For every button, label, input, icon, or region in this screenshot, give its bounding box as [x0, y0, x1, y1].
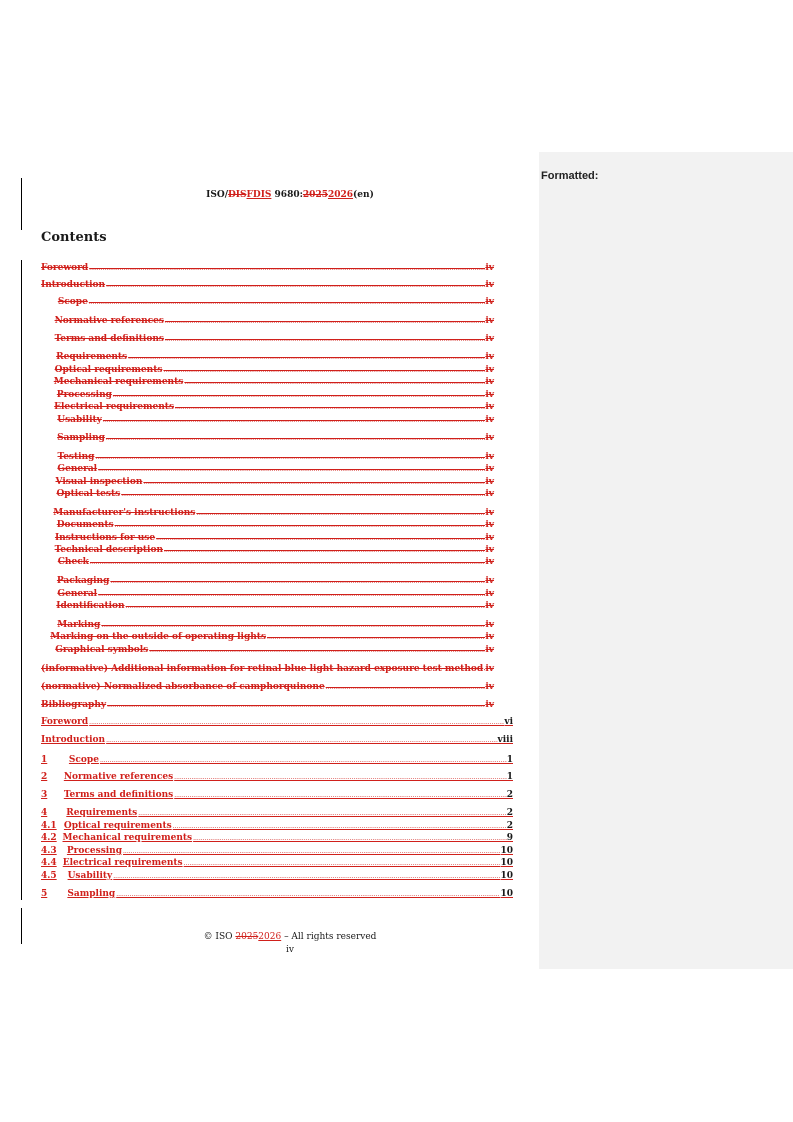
toc-entry-label: Electrical requirements [62, 858, 183, 868]
comment-pane [539, 152, 793, 969]
toc-entry-label: Mechanical requirements [53, 377, 184, 387]
toc-leader-dots [100, 620, 485, 631]
toc-entry-label: Terms and definitions [54, 334, 164, 344]
toc-entry-label: Usability [57, 415, 102, 425]
toc-entry-number: 4.4 [41, 858, 57, 868]
toc-entry[interactable] [41, 452, 494, 463]
toc-entry[interactable] [41, 620, 494, 631]
toc-leader-dots [195, 508, 485, 519]
toc-entry[interactable] [41, 557, 494, 568]
toc-entry-page: iv [485, 557, 494, 567]
footer-prefix: © ISO [203, 932, 236, 942]
toc-entry[interactable] [41, 589, 494, 600]
toc-entry[interactable] [41, 664, 494, 675]
toc-entry-label: General [57, 589, 98, 599]
toc-leader-dots [89, 557, 485, 568]
toc-entry-label: Optical requirements [63, 821, 172, 831]
toc-entry[interactable] [41, 508, 494, 519]
toc-entry-label: Foreword [41, 263, 89, 273]
toc-leader-dots [105, 735, 497, 746]
toc-entry-label: Mechanical requirements [62, 833, 193, 843]
toc-entry-page: 10 [500, 846, 513, 856]
toc-entry-page: iv [485, 576, 494, 586]
toc-entry-label: Packaging [56, 576, 110, 586]
toc-leader-dots [192, 833, 507, 844]
toc-leader-dots [97, 464, 485, 475]
toc-leader-dots [94, 452, 485, 463]
toc-entry-page: iv [485, 263, 494, 273]
toc-entry-label: Terms and definitions [63, 790, 174, 800]
comment-label: Formatted: [541, 170, 599, 182]
toc-leader-dots [106, 700, 485, 711]
toc-entry-label: Visual inspection [55, 477, 143, 487]
toc-entry-page: iv [485, 645, 494, 655]
toc-leader-dots [88, 263, 485, 274]
toc-entry-label: Sampling [67, 889, 116, 899]
toc-entry[interactable] [41, 280, 494, 291]
toc-entry-page: 10 [500, 889, 513, 899]
toc-entry-page: iv [485, 365, 494, 375]
toc-entry[interactable] [41, 402, 494, 413]
toc-entry-label: Optical requirements [54, 365, 163, 375]
toc-entry-page: iv [485, 664, 494, 674]
toc-leader-dots [183, 377, 485, 388]
toc-leader-dots [88, 717, 504, 728]
toc-entry-label: Usability [67, 871, 113, 881]
header-prefix: ISO/ [206, 190, 228, 200]
toc-leader-dots [120, 489, 485, 500]
toc-entry-page: iv [485, 415, 494, 425]
toc-entry-page: 1 [506, 755, 513, 765]
toc-entry-page: iv [485, 352, 494, 362]
toc-entry[interactable] [41, 464, 494, 475]
toc-entry-page: iv [485, 452, 494, 462]
toc-leader-dots [114, 520, 486, 531]
toc-entry-label: Technical description [54, 545, 164, 555]
toc-entry-label: Marking [57, 620, 101, 630]
toc-entry[interactable] [41, 489, 494, 500]
toc-entry-page: iv [485, 334, 494, 344]
header-inserted-stage: FDIS [246, 190, 272, 200]
toc-entry-page: 9 [506, 833, 513, 843]
toc-leader-dots [122, 846, 500, 857]
toc-entry-page: viii [497, 735, 513, 745]
toc-entry-label: Normative references [63, 772, 174, 782]
toc-leader-dots [183, 858, 501, 869]
toc-entry-label: Electrical requirements [54, 402, 175, 412]
toc-entry-label: Testing [57, 452, 95, 462]
toc-entry[interactable] [41, 833, 513, 844]
toc-leader-dots [125, 601, 486, 612]
toc-entry[interactable] [41, 717, 513, 728]
footer-suffix: – All rights reserved [281, 932, 377, 942]
page-footer [0, 932, 580, 942]
toc-entry-label: Sampling [57, 433, 105, 443]
contents-title: Contents [41, 230, 107, 245]
toc-entry-number: 2 [41, 772, 48, 782]
toc-entry-label: Identification [56, 601, 125, 611]
toc-entry[interactable] [41, 520, 494, 531]
toc-entry[interactable] [41, 735, 513, 746]
toc-entry-label: Foreword [41, 717, 89, 727]
toc-entry-page: 1 [506, 772, 513, 782]
toc-entry-number: 4.2 [41, 833, 57, 843]
toc-entry-label: Bibliography [41, 700, 107, 710]
toc-leader-dots [109, 576, 485, 587]
toc-entry-page: iv [485, 297, 494, 307]
toc-leader-dots [105, 433, 485, 444]
toc-entry-label: Scope [68, 755, 99, 765]
toc-entry-label: Requirements [56, 352, 128, 362]
toc-entry-label: Introduction [41, 735, 106, 745]
toc-entry-number: 4.1 [41, 821, 57, 831]
toc-entry-label: Instructions for use [54, 533, 156, 543]
toc-entry-page: iv [485, 632, 494, 642]
toc-leader-dots [88, 297, 486, 308]
toc-leader-dots [115, 889, 500, 900]
toc-entry-page: iv [485, 520, 494, 530]
toc-entry-page: iv [485, 533, 494, 543]
toc-entry-page: iv [485, 402, 494, 412]
toc-entry-label: Documents [56, 520, 114, 530]
toc-entry[interactable] [41, 682, 494, 693]
toc-leader-dots [97, 589, 485, 600]
toc-entry-label: Marking on the outside of operating lights [50, 632, 267, 642]
toc-entry[interactable] [41, 533, 494, 544]
header-deleted-year: 2025 [302, 190, 328, 200]
toc-entry-page: iv [485, 280, 494, 290]
toc-entry-page: iv [485, 477, 494, 487]
toc-entry[interactable] [41, 334, 494, 345]
footer-inserted-year: 2026 [258, 932, 282, 942]
toc-entry-page: 2 [506, 808, 513, 818]
toc-entry-page: iv [485, 545, 494, 555]
toc-entry[interactable] [41, 858, 513, 869]
toc-leader-dots [127, 352, 485, 363]
toc-entry-page: 2 [506, 821, 513, 831]
toc-entry-number: 4.3 [41, 846, 57, 856]
toc-entry-label: Processing [66, 846, 123, 856]
toc-leader-dots [172, 821, 507, 832]
toc-leader-dots [173, 772, 507, 783]
toc-leader-dots [174, 402, 485, 413]
toc-leader-dots [164, 334, 485, 345]
toc-entry-page: 2 [506, 790, 513, 800]
toc-entry-label: Check [57, 557, 89, 567]
toc-leader-dots [155, 533, 485, 544]
toc-entry[interactable] [41, 846, 513, 857]
toc-entry-label: Processing [56, 390, 112, 400]
toc-entry[interactable] [41, 415, 494, 426]
toc-entry-label: Scope [57, 297, 88, 307]
toc-leader-dots [164, 316, 485, 327]
toc-entry-page: iv [485, 589, 494, 599]
toc-entry-page: iv [485, 700, 494, 710]
toc-entry[interactable] [41, 601, 494, 612]
toc-entry-page: iv [485, 390, 494, 400]
toc-leader-dots [105, 280, 485, 291]
toc-entry[interactable] [41, 808, 513, 819]
toc-entry-number: 3 [41, 790, 48, 800]
toc-entry-page: iv [485, 601, 494, 611]
toc-leader-dots [148, 645, 485, 656]
toc-entry[interactable] [41, 632, 494, 643]
toc-entry[interactable] [41, 297, 494, 308]
toc-entry[interactable] [41, 377, 494, 388]
toc-entry[interactable] [41, 545, 494, 556]
toc-leader-dots [112, 390, 485, 401]
toc-entry-label: Requirements [66, 808, 138, 818]
toc-entry-label: Normative references [54, 316, 164, 326]
toc-entry-page: iv [485, 433, 494, 443]
toc-entry-label: (informative) Additional information for retinal blue light hazard exposure test method [41, 664, 484, 674]
header-deleted-stage: DIS [227, 190, 247, 200]
toc-entry[interactable] [41, 576, 494, 587]
toc-entry-page: 10 [500, 871, 513, 881]
toc-entry[interactable] [41, 889, 513, 900]
toc-entry-number: 5 [41, 889, 48, 899]
toc-leader-dots [163, 545, 485, 556]
toc-entry-page: iv [485, 508, 494, 518]
toc-entry[interactable] [41, 871, 513, 882]
toc-entry-page: 10 [500, 858, 513, 868]
header-suffix: (en) [353, 190, 374, 200]
toc-entry-page: iv [485, 682, 494, 692]
toc-entry[interactable] [41, 316, 494, 327]
toc-leader-dots [162, 365, 485, 376]
toc-entry-page: iv [485, 377, 494, 387]
toc-entry[interactable] [41, 433, 494, 444]
toc-entry-page: iv [485, 464, 494, 474]
toc-entry[interactable] [41, 645, 494, 656]
toc-entry[interactable] [41, 821, 513, 832]
toc-entry-number: 4.5 [41, 871, 57, 881]
toc-leader-dots [99, 755, 507, 766]
toc-entry-page: iv [485, 489, 494, 499]
change-bar [21, 178, 22, 230]
toc-entry[interactable] [41, 772, 513, 783]
header-inserted-year: 2026 [327, 190, 354, 200]
page-header [0, 190, 580, 200]
change-bar [21, 260, 22, 900]
toc-entry[interactable] [41, 390, 494, 401]
toc-entry-label: Introduction [41, 280, 106, 290]
toc-entry-label: Graphical symbols [55, 645, 149, 655]
toc-entry-label: (normative) Normalized absorbance of camphorquinone [41, 682, 325, 692]
toc-leader-dots [325, 682, 486, 693]
toc-entry[interactable] [41, 263, 494, 274]
toc-leader-dots [173, 790, 507, 801]
toc-leader-dots [266, 632, 485, 643]
toc-entry[interactable] [41, 790, 513, 801]
toc-entry[interactable] [41, 700, 494, 711]
toc-leader-dots [112, 871, 500, 882]
toc-entry[interactable] [41, 352, 494, 363]
header-number: 9680: [271, 190, 303, 200]
toc-entry[interactable] [41, 755, 513, 766]
toc-entry-label: Manufacturer's instructions [53, 508, 196, 518]
toc-leader-dots [102, 415, 485, 426]
toc-entry-label: General [57, 464, 98, 474]
toc-entry-page: iv [485, 316, 494, 326]
toc-leader-dots [142, 477, 485, 488]
toc-entry-page: vi [504, 717, 513, 727]
toc-entry-number: 4 [41, 808, 48, 818]
page-number: iv [286, 945, 294, 955]
toc-entry[interactable] [41, 477, 494, 488]
toc-entry-label: Optical tests [56, 489, 121, 499]
toc-entry-number: 1 [41, 755, 48, 765]
toc-entry-page: iv [485, 620, 494, 630]
toc-entry[interactable] [41, 365, 494, 376]
footer-deleted-year: 2025 [235, 932, 259, 942]
toc-leader-dots [137, 808, 506, 819]
